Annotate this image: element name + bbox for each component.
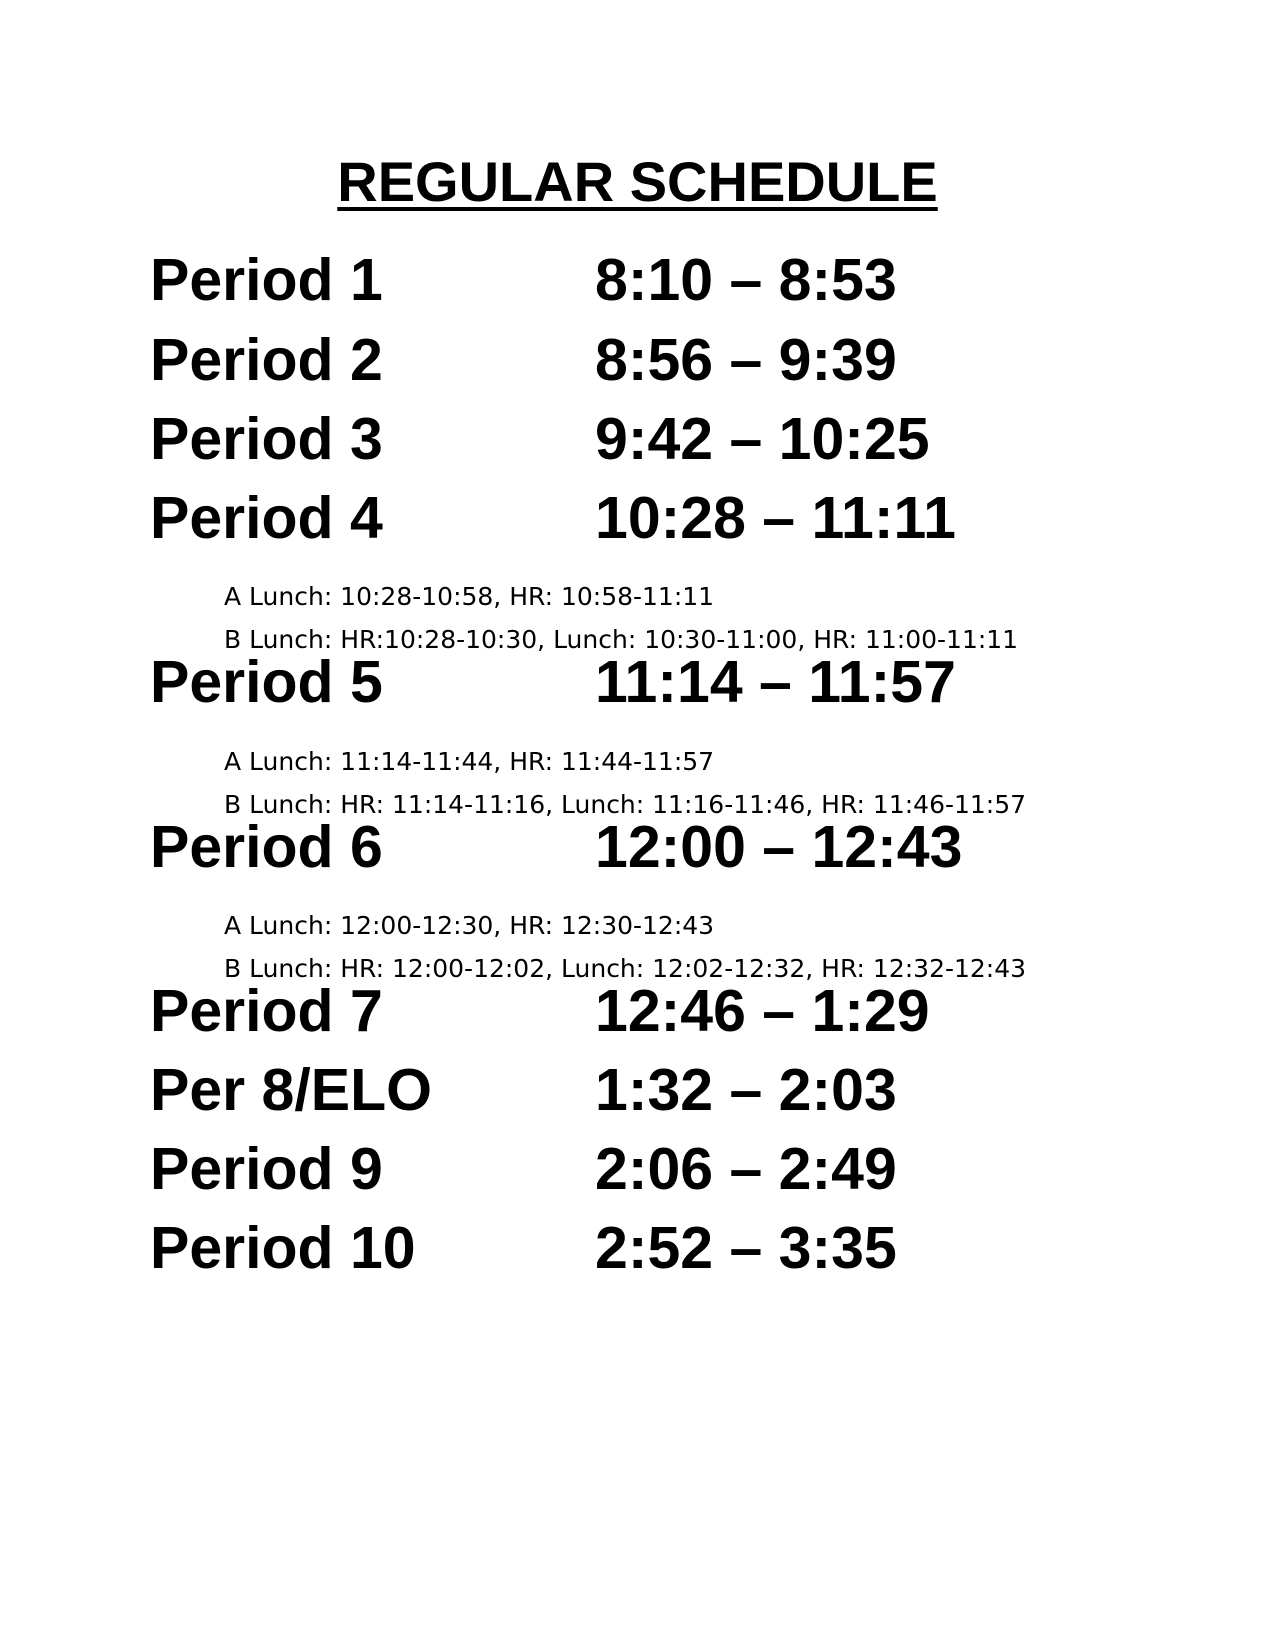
period-row	[150, 647, 1200, 717]
period-row	[150, 1055, 1200, 1125]
period-time: 10:28 – 11:11	[595, 485, 956, 551]
title-text: REGULAR SCHEDULE	[337, 150, 938, 213]
period-row	[150, 976, 1200, 1046]
period-name: Period 6	[150, 814, 383, 880]
period-name: Period 9	[150, 1136, 383, 1202]
page-title	[0, 150, 1275, 214]
period-row	[150, 325, 1200, 395]
period-time: 1:32 – 2:03	[595, 1057, 897, 1123]
period-time: 12:00 – 12:43	[595, 814, 963, 880]
period-time: 9:42 – 10:25	[595, 406, 930, 472]
period-name: Period 10	[150, 1215, 416, 1281]
period-name: Period 4	[150, 485, 383, 551]
period-name: Period 2	[150, 327, 383, 393]
period-row	[150, 1213, 1200, 1283]
lunch-note-a: A Lunch: 10:28-10:58, HR: 10:58-11:11	[224, 582, 715, 611]
period-name: Per 8/ELO	[150, 1057, 433, 1123]
period-row	[150, 812, 1200, 882]
lunch-note-b: B Lunch: HR:10:28-10:30, Lunch: 10:30-11:00, HR: 11:00-11:11	[224, 625, 1019, 654]
period-name: Period 3	[150, 406, 383, 472]
period-time: 12:46 – 1:29	[595, 978, 930, 1044]
period-name: Period 1	[150, 247, 383, 313]
lunch-note-a: A Lunch: 12:00-12:30, HR: 12:30-12:43	[224, 911, 715, 940]
period-time: 11:14 – 11:57	[595, 649, 956, 715]
period-row	[150, 404, 1200, 474]
period-name: Period 5	[150, 649, 383, 715]
period-time: 8:10 – 8:53	[595, 247, 897, 313]
lunch-note-a: A Lunch: 11:14-11:44, HR: 11:44-11:57	[224, 747, 715, 776]
lunch-note-b: B Lunch: HR: 11:14-11:16, Lunch: 11:16-11:46, HR: 11:46-11:57	[224, 790, 1027, 819]
period-row	[150, 1134, 1200, 1204]
period-row	[150, 483, 1200, 553]
period-row	[150, 245, 1200, 315]
period-time: 2:06 – 2:49	[595, 1136, 897, 1202]
lunch-note-b: B Lunch: HR: 12:00-12:02, Lunch: 12:02-12:32, HR: 12:32-12:43	[224, 954, 1027, 983]
period-time: 2:52 – 3:35	[595, 1215, 897, 1281]
period-name: Period 7	[150, 978, 383, 1044]
period-time: 8:56 – 9:39	[595, 327, 897, 393]
